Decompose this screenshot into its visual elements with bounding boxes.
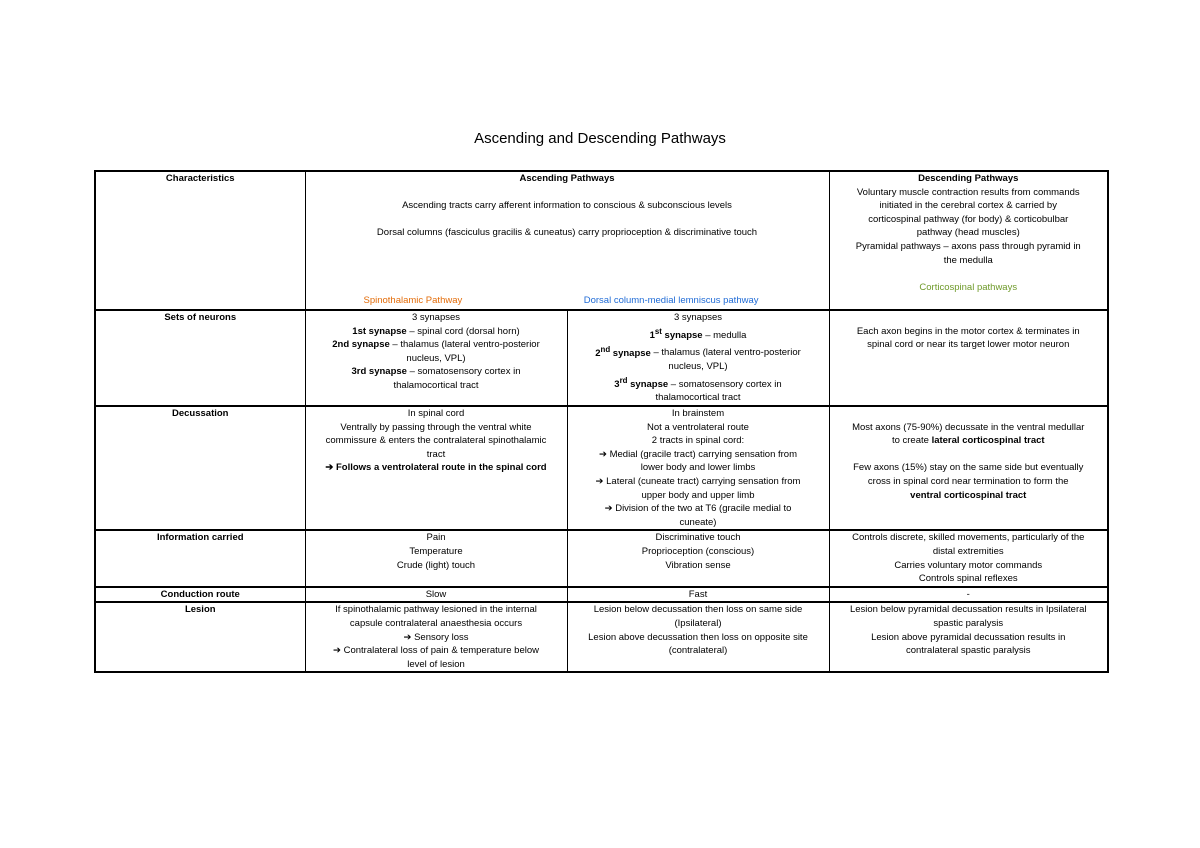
- descending-line-5: Pyramidal pathways – axons pass through pyramid in: [855, 240, 1081, 252]
- text-bold: 1: [649, 329, 655, 341]
- text-line: spinal cord or near its target lower motor neuron: [867, 339, 1070, 351]
- text-line: Vibration sense: [665, 559, 731, 571]
- text-line: – somatosensory cortex in: [406, 366, 521, 378]
- descending-line-4: pathway (head muscles): [916, 227, 1020, 239]
- text-line: ➔ Division of the two at T6 (gracile medial to: [604, 503, 792, 515]
- text-line: ➔ Follows a ventrolateral route in the spinal cord: [325, 462, 547, 474]
- text-sup: nd: [600, 344, 611, 354]
- ascending-label: Ascending Pathways: [519, 173, 615, 184]
- text-line: Proprioception (conscious): [641, 545, 755, 557]
- cell-conduction-dorsal: [567, 587, 829, 603]
- text-line: Temperature: [409, 545, 463, 557]
- cell-conduction-desc: [829, 587, 1108, 603]
- text-line: Discriminative touch: [655, 532, 741, 544]
- cell-info-desc: [829, 530, 1108, 586]
- text-line: ➔ Contralateral loss of pain & temperature below: [333, 645, 539, 657]
- text-line: ➔ Lateral (cuneate tract) carrying sensation from: [595, 476, 801, 487]
- text-line: spastic paralysis: [933, 617, 1004, 629]
- table-row-conduction: [95, 587, 1108, 603]
- text-line: 2 tracts in spinal cord:: [651, 435, 745, 447]
- header-characteristics: [95, 171, 305, 310]
- information-label: Information carried: [156, 532, 244, 544]
- text-line: ➔ Sensory loss: [403, 631, 469, 643]
- text-line: (contralateral): [668, 645, 728, 657]
- descending-line-1: Voluntary muscle contraction results from commands: [856, 186, 1080, 198]
- text-line: – thalamus (lateral ventro-posterior: [389, 339, 540, 351]
- text-line: – somatosensory cortex in: [668, 378, 782, 390]
- text-line: -: [966, 588, 970, 600]
- text-line: ventral corticospinal tract: [910, 489, 1027, 501]
- text-sup: st: [654, 326, 662, 336]
- text-bold: 3: [614, 378, 620, 390]
- cell-decussation-dorsal: [567, 406, 829, 530]
- text-line: Lesion below pyramidal decussation results in Ipsilateral: [849, 604, 1087, 616]
- text-sup: rd: [619, 375, 628, 385]
- text-line: In brainstem: [671, 408, 725, 420]
- text-bold: 2nd synapse: [332, 339, 390, 351]
- text-line: ➔ Medial (gracile tract) carrying sensation from: [598, 448, 798, 460]
- table-row-lesion: [95, 602, 1108, 672]
- row-label-conduction: [95, 587, 305, 603]
- text-line: Slow: [425, 588, 447, 600]
- row-label-decussation: [95, 406, 305, 530]
- text-line: In spinal cord: [407, 408, 465, 420]
- text-line: – medulla: [702, 329, 747, 341]
- text-line: Lesion above decussation then loss on opposite site: [588, 631, 808, 643]
- text-line: If spinothalamic pathway lesioned in the internal: [335, 604, 537, 616]
- text-line: cross in spinal cord near termination to form the: [867, 476, 1069, 487]
- text-line: commissure & enters the contralateral spinothalamic: [325, 435, 547, 447]
- text-line: distal extremities: [932, 545, 1004, 557]
- spinothalamic-subheading: Spinothalamic Pathway: [363, 295, 463, 307]
- text-bold: synapse: [661, 329, 703, 341]
- text-line: (Ipsilateral): [674, 617, 722, 629]
- text-line: lower body and lower limbs: [640, 462, 756, 474]
- page-title: Ascending and Descending Pathways: [474, 130, 726, 147]
- table-row-information: [95, 530, 1108, 586]
- cell-info-dorsal: [567, 530, 829, 586]
- ascending-line-2: Dorsal columns (fasciculus gracilis & cuneatus) carry proprioception & discriminative touch: [376, 227, 758, 239]
- text-line: 3 synapses: [411, 312, 461, 323]
- text-bold: 2: [595, 347, 601, 359]
- row-label-information: [95, 530, 305, 586]
- header-ascending: [305, 171, 829, 310]
- text-line: tract: [426, 448, 446, 460]
- text-bold: 1st synapse: [352, 325, 407, 337]
- text-line: – thalamus (lateral ventro-posterior: [650, 347, 801, 359]
- text-line: Most axons (75-90%) decussate in the ventral medullar: [852, 421, 1085, 433]
- text-line: 3 synapses: [673, 312, 723, 323]
- text-line: to create: [891, 435, 932, 447]
- text-line: Ventrally by passing through the ventral white: [340, 421, 532, 433]
- cell-lesion-desc: [829, 602, 1108, 672]
- text-line: Crude (light) touch: [396, 559, 476, 571]
- corticospinal-subheading: Corticospinal pathways: [919, 281, 1018, 293]
- cell-lesion-dorsal: [567, 602, 829, 672]
- text-line: Controls discrete, skilled movements, particularly of the: [852, 532, 1085, 544]
- descending-label: Descending Pathways: [918, 173, 1019, 184]
- pathways-table: [94, 170, 1109, 673]
- text-line: Few axons (15%) stay on the same side but eventually: [853, 462, 1084, 474]
- table-row-decussation: [95, 406, 1108, 530]
- cell-conduction-spino: [305, 587, 567, 603]
- text-line: Fast: [688, 588, 708, 600]
- table-row-neurons: [95, 310, 1108, 406]
- text-line: Not a ventrolateral route: [647, 421, 749, 433]
- cell-neurons-dorsal: [567, 310, 829, 406]
- text-line: nucleus, VPL): [406, 352, 466, 364]
- descending-line-2: initiated in the cerebral cortex & carried by: [879, 200, 1057, 212]
- text-bold: lateral corticospinal tract: [931, 435, 1045, 447]
- conduction-label: Conduction route: [160, 588, 240, 600]
- text-line: cuneate): [679, 516, 717, 528]
- text-line: thalamocortical tract: [655, 392, 741, 404]
- text-line: Controls spinal reflexes: [918, 573, 1018, 585]
- text-line: Carries voluntary motor commands: [894, 559, 1043, 571]
- header-descending: [829, 171, 1108, 310]
- text-line: – spinal cord (dorsal horn): [406, 325, 520, 337]
- row-label-neurons: [95, 310, 305, 406]
- text-line: capsule contralateral anaesthesia occurs: [349, 617, 523, 629]
- neurons-label: Sets of neurons: [164, 312, 237, 323]
- cell-lesion-spino: [305, 602, 567, 672]
- text-line: level of lesion: [407, 658, 465, 670]
- table-header-row: [95, 171, 1108, 310]
- cell-neurons-spino: [305, 310, 567, 406]
- header-characteristics-label: Characteristics: [165, 173, 235, 184]
- text-line: nucleus, VPL): [668, 361, 728, 373]
- text-bold: 3rd synapse: [351, 366, 407, 378]
- dorsal-column-subheading: Dorsal column-medial lemniscus pathway: [583, 295, 759, 307]
- text-line: Lesion above pyramidal decussation results in: [871, 631, 1066, 643]
- row-label-lesion: [95, 602, 305, 672]
- decussation-label: Decussation: [172, 408, 229, 420]
- text-line: Pain: [426, 532, 446, 544]
- text-bold: synapse: [627, 378, 669, 390]
- cell-neurons-desc: [829, 310, 1108, 406]
- text-line: Lesion below decussation then loss on same side: [593, 604, 803, 616]
- cell-info-spino: [305, 530, 567, 586]
- descending-line-3: corticospinal pathway (for body) & corticobulbar: [868, 213, 1069, 225]
- text-bold: synapse: [610, 347, 651, 359]
- cell-decussation-desc: [829, 406, 1108, 530]
- cell-decussation-spino: [305, 406, 567, 530]
- text-line: contralateral spastic paralysis: [905, 645, 1031, 657]
- descending-line-6: the medulla: [943, 254, 993, 266]
- lesion-label: Lesion: [184, 604, 216, 616]
- text-line: Each axon begins in the motor cortex & terminates in: [856, 325, 1080, 337]
- text-line: upper body and upper limb: [641, 489, 755, 501]
- ascending-line-1: Ascending tracts carry afferent information to conscious & subconscious levels: [402, 200, 732, 212]
- text-line: thalamocortical tract: [393, 379, 479, 391]
